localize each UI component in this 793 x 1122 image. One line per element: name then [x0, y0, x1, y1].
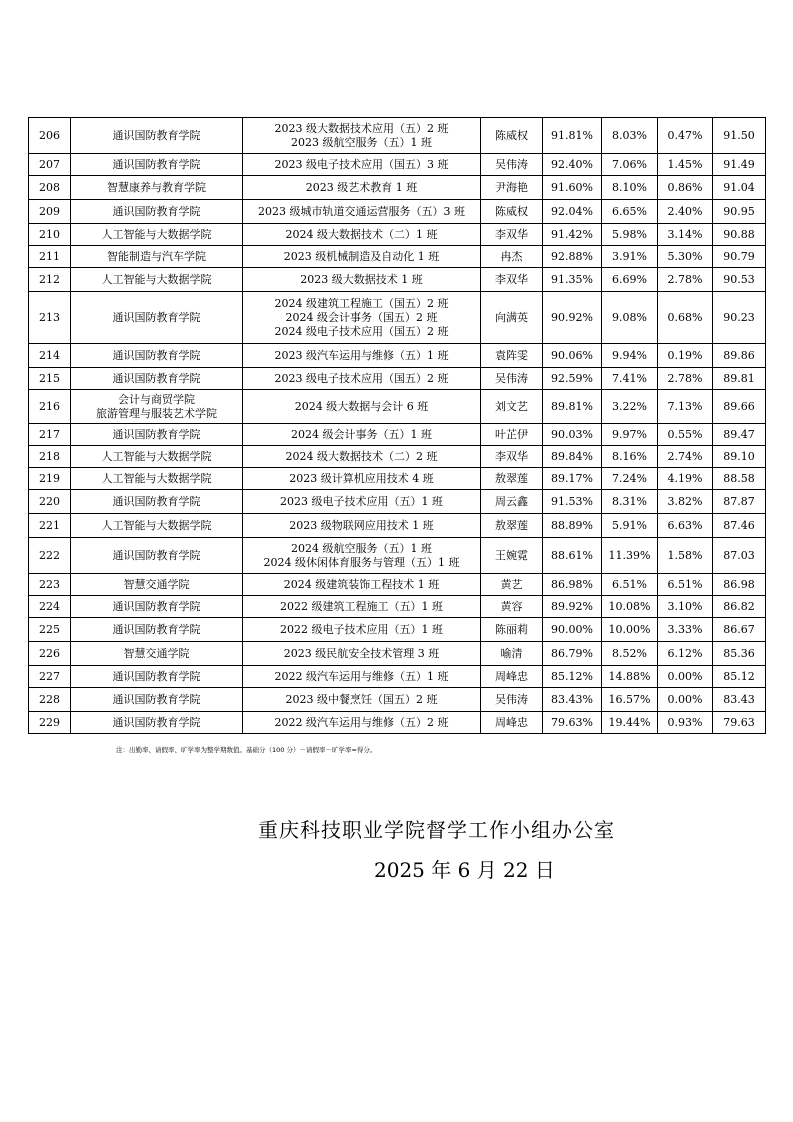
attendance-rate-cell: 89.92% — [543, 596, 602, 618]
teacher-name-cell: 陈威权 — [481, 200, 543, 224]
class-name: 2023 级机械制造及自动化 1 班 — [283, 249, 440, 263]
leave-rate-cell: 8.16% — [602, 446, 658, 468]
leave-rate-cell: 3.22% — [602, 390, 658, 424]
college-name-cell — [71, 118, 243, 154]
class-name-cell — [243, 490, 481, 514]
absence-rate-cell: 1.58% — [658, 538, 713, 574]
college-name: 通识国防教育学院 — [112, 715, 201, 729]
table-row — [29, 118, 766, 154]
score-cell: 85.36 — [713, 642, 766, 666]
class-name-cell — [243, 176, 481, 200]
college-name: 会计与商贸学院 — [118, 392, 195, 406]
absence-rate-cell: 0.86% — [658, 176, 713, 200]
college-name-cell — [71, 712, 243, 734]
attendance-rate-cell: 89.81% — [543, 390, 602, 424]
class-name-cell — [243, 246, 481, 268]
class-name-cell — [243, 666, 481, 688]
leave-rate-cell: 16.57% — [602, 688, 658, 712]
teacher-name-cell: 吴伟涛 — [481, 368, 543, 390]
college-name: 人工智能与大数据学院 — [101, 471, 212, 485]
attendance-rate-cell: 91.81% — [543, 118, 602, 154]
college-name: 智慧康养与教育学院 — [107, 180, 206, 194]
college-name-cell — [71, 468, 243, 490]
teacher-name-cell: 陈威权 — [481, 118, 543, 154]
leave-rate-cell: 9.97% — [602, 424, 658, 446]
college-name-cell — [71, 390, 243, 424]
absence-rate-cell: 3.10% — [658, 596, 713, 618]
score-cell: 86.67 — [713, 618, 766, 642]
class-name-cell — [243, 224, 481, 246]
teacher-name-cell: 冉杰 — [481, 246, 543, 268]
row-number-cell: 218 — [29, 446, 71, 468]
row-number-cell: 229 — [29, 712, 71, 734]
absence-rate-cell: 0.68% — [658, 292, 713, 344]
score-cell: 90.79 — [713, 246, 766, 268]
table-row — [29, 514, 766, 538]
college-name-cell — [71, 666, 243, 688]
leave-rate-cell: 14.88% — [602, 666, 658, 688]
table-row — [29, 268, 766, 292]
class-name-cell — [243, 344, 481, 368]
score-cell: 89.47 — [713, 424, 766, 446]
teacher-name-cell: 李双华 — [481, 446, 543, 468]
teacher-name-cell: 周云鑫 — [481, 490, 543, 514]
row-number-cell: 209 — [29, 200, 71, 224]
attendance-rate-cell: 92.04% — [543, 200, 602, 224]
score-cell: 83.43 — [713, 688, 766, 712]
leave-rate-cell: 7.41% — [602, 368, 658, 390]
attendance-rate-cell: 86.98% — [543, 574, 602, 596]
college-name: 通识国防教育学院 — [112, 204, 201, 218]
teacher-name-cell: 黄容 — [481, 596, 543, 618]
score-cell: 88.58 — [713, 468, 766, 490]
table-row — [29, 642, 766, 666]
table-row — [29, 200, 766, 224]
class-name: 2024 级休闲体育服务与管理（五）1 班 — [263, 555, 460, 569]
absence-rate-cell: 6.12% — [658, 642, 713, 666]
college-name: 智慧交通学院 — [123, 646, 190, 660]
teacher-name-cell: 黄艺 — [481, 574, 543, 596]
attendance-rate-cell: 86.79% — [543, 642, 602, 666]
score-cell: 79.63 — [713, 712, 766, 734]
teacher-name-cell: 喻清 — [481, 642, 543, 666]
table-row — [29, 538, 766, 574]
table-row — [29, 446, 766, 468]
class-name: 2024 级大数据与会计 6 班 — [294, 399, 429, 413]
teacher-name-cell: 李双华 — [481, 224, 543, 246]
college-name: 通识国防教育学院 — [112, 692, 201, 706]
absence-rate-cell: 2.40% — [658, 200, 713, 224]
college-name-cell — [71, 176, 243, 200]
score-cell: 86.98 — [713, 574, 766, 596]
row-number-cell: 213 — [29, 292, 71, 344]
class-name-cell — [243, 446, 481, 468]
row-number-cell: 206 — [29, 118, 71, 154]
teacher-name-cell: 周峰忠 — [481, 666, 543, 688]
score-cell: 91.04 — [713, 176, 766, 200]
row-number-cell: 208 — [29, 176, 71, 200]
score-cell: 87.03 — [713, 538, 766, 574]
table-row — [29, 712, 766, 734]
row-number-cell: 211 — [29, 246, 71, 268]
college-name: 通识国防教育学院 — [112, 157, 201, 171]
college-name-cell — [71, 688, 243, 712]
row-number-cell: 223 — [29, 574, 71, 596]
class-name: 2023 级电子技术应用（国五）3 班 — [274, 157, 449, 171]
teacher-name-cell: 叶芷伊 — [481, 424, 543, 446]
score-cell: 90.95 — [713, 200, 766, 224]
college-name: 智慧交通学院 — [123, 577, 190, 591]
absence-rate-cell: 6.51% — [658, 574, 713, 596]
class-name: 2022 级建筑工程施工（五）1 班 — [280, 599, 443, 613]
absence-rate-cell: 0.19% — [658, 344, 713, 368]
teacher-name-cell: 敖翠莲 — [481, 514, 543, 538]
class-name: 2023 级电子技术应用（国五）2 班 — [274, 371, 449, 385]
college-name: 人工智能与大数据学院 — [101, 518, 212, 532]
table-row — [29, 618, 766, 642]
row-number-cell: 226 — [29, 642, 71, 666]
row-number-cell: 220 — [29, 490, 71, 514]
row-number-cell: 210 — [29, 224, 71, 246]
class-name-cell — [243, 688, 481, 712]
teacher-name-cell: 李双华 — [481, 268, 543, 292]
class-name: 2023 级大数据技术 1 班 — [300, 272, 423, 286]
class-name-cell — [243, 424, 481, 446]
row-number-cell: 227 — [29, 666, 71, 688]
class-name-cell — [243, 538, 481, 574]
score-cell: 87.46 — [713, 514, 766, 538]
score-cell: 91.50 — [713, 118, 766, 154]
class-name: 2024 级会计事务（五）1 班 — [291, 427, 432, 441]
absence-rate-cell: 4.19% — [658, 468, 713, 490]
leave-rate-cell: 6.65% — [602, 200, 658, 224]
attendance-rate-cell: 88.61% — [543, 538, 602, 574]
college-name: 通识国防教育学院 — [112, 310, 201, 324]
leave-rate-cell: 3.91% — [602, 246, 658, 268]
leave-rate-cell: 8.03% — [602, 118, 658, 154]
college-name: 通识国防教育学院 — [112, 494, 201, 508]
class-name: 2024 级建筑工程施工（国五）2 班 — [274, 296, 449, 310]
class-name: 2023 级物联网应用技术 1 班 — [289, 518, 434, 532]
table-row — [29, 666, 766, 688]
absence-rate-cell: 2.78% — [658, 268, 713, 292]
class-name-cell — [243, 596, 481, 618]
attendance-rate-cell: 91.35% — [543, 268, 602, 292]
score-cell: 86.82 — [713, 596, 766, 618]
class-name-cell — [243, 268, 481, 292]
absence-rate-cell: 3.82% — [658, 490, 713, 514]
teacher-name-cell: 吴伟涛 — [481, 688, 543, 712]
leave-rate-cell: 9.94% — [602, 344, 658, 368]
attendance-rate-cell: 90.06% — [543, 344, 602, 368]
score-cell: 90.23 — [713, 292, 766, 344]
attendance-rate-cell: 92.88% — [543, 246, 602, 268]
college-name: 通识国防教育学院 — [112, 348, 201, 362]
issuing-office: 重庆科技职业学院督学工作小组办公室 — [258, 818, 615, 842]
college-name-cell — [71, 344, 243, 368]
class-name-cell — [243, 292, 481, 344]
table-row — [29, 390, 766, 424]
attendance-rate-cell: 90.92% — [543, 292, 602, 344]
score-cell: 89.10 — [713, 446, 766, 468]
attendance-rate-cell: 92.40% — [543, 154, 602, 176]
attendance-rate-cell: 79.63% — [543, 712, 602, 734]
class-name: 2024 级会计事务（国五）2 班 — [285, 310, 438, 324]
leave-rate-cell: 6.69% — [602, 268, 658, 292]
college-name: 通识国防教育学院 — [112, 371, 201, 385]
absence-rate-cell: 0.47% — [658, 118, 713, 154]
class-name-cell — [243, 390, 481, 424]
absence-rate-cell: 1.45% — [658, 154, 713, 176]
leave-rate-cell: 8.10% — [602, 176, 658, 200]
score-cell: 87.87 — [713, 490, 766, 514]
leave-rate-cell: 10.00% — [602, 618, 658, 642]
class-name-cell — [243, 642, 481, 666]
college-name: 通识国防教育学院 — [112, 548, 201, 562]
attendance-rate-cell: 83.43% — [543, 688, 602, 712]
college-name: 人工智能与大数据学院 — [101, 227, 212, 241]
teacher-name-cell: 吴伟涛 — [481, 154, 543, 176]
college-name-cell — [71, 292, 243, 344]
leave-rate-cell: 7.24% — [602, 468, 658, 490]
class-name: 2024 级大数据技术（二）1 班 — [285, 227, 438, 241]
table-row — [29, 224, 766, 246]
attendance-rate-cell: 89.84% — [543, 446, 602, 468]
leave-rate-cell: 10.08% — [602, 596, 658, 618]
absence-rate-cell: 0.93% — [658, 712, 713, 734]
college-name: 人工智能与大数据学院 — [101, 449, 212, 463]
attendance-rate-cell: 91.42% — [543, 224, 602, 246]
class-name: 2022 级电子技术应用（五）1 班 — [280, 622, 443, 636]
teacher-name-cell: 刘文艺 — [481, 390, 543, 424]
college-name: 通识国防教育学院 — [112, 128, 201, 142]
absence-rate-cell: 3.33% — [658, 618, 713, 642]
score-cell: 89.86 — [713, 344, 766, 368]
leave-rate-cell: 8.52% — [602, 642, 658, 666]
absence-rate-cell: 6.63% — [658, 514, 713, 538]
college-name: 通识国防教育学院 — [112, 622, 201, 636]
leave-rate-cell: 11.39% — [602, 538, 658, 574]
score-cell: 90.88 — [713, 224, 766, 246]
class-name: 2023 级中餐烹饪（国五）2 班 — [285, 692, 438, 706]
college-name-cell — [71, 618, 243, 642]
class-name: 2022 级汽车运用与维修（五）2 班 — [274, 715, 449, 729]
college-name-cell — [71, 224, 243, 246]
college-name-cell — [71, 490, 243, 514]
absence-rate-cell: 2.74% — [658, 446, 713, 468]
college-name: 旅游管理与服装艺术学院 — [96, 406, 217, 420]
college-name-cell — [71, 268, 243, 292]
teacher-name-cell: 陈丽莉 — [481, 618, 543, 642]
table-row — [29, 292, 766, 344]
teacher-name-cell: 周峰忠 — [481, 712, 543, 734]
college-name-cell — [71, 446, 243, 468]
class-name: 2023 级航空服务（五）1 班 — [291, 135, 432, 149]
college-name-cell — [71, 514, 243, 538]
absence-rate-cell: 2.78% — [658, 368, 713, 390]
teacher-name-cell: 向满英 — [481, 292, 543, 344]
score-cell: 90.53 — [713, 268, 766, 292]
class-name: 2023 级艺术教育 1 班 — [305, 180, 418, 194]
college-name-cell — [71, 538, 243, 574]
teacher-name-cell: 敖翠莲 — [481, 468, 543, 490]
leave-rate-cell: 8.31% — [602, 490, 658, 514]
score-cell: 85.12 — [713, 666, 766, 688]
leave-rate-cell: 7.06% — [602, 154, 658, 176]
score-cell: 91.49 — [713, 154, 766, 176]
attendance-table — [28, 117, 766, 734]
table-row — [29, 368, 766, 390]
absence-rate-cell: 7.13% — [658, 390, 713, 424]
absence-rate-cell: 0.55% — [658, 424, 713, 446]
class-name-cell — [243, 200, 481, 224]
college-name: 通识国防教育学院 — [112, 599, 201, 613]
college-name: 人工智能与大数据学院 — [101, 272, 212, 286]
class-name: 2023 级汽车运用与维修（五）1 班 — [274, 348, 449, 362]
table-row — [29, 596, 766, 618]
class-name-cell — [243, 514, 481, 538]
leave-rate-cell: 5.98% — [602, 224, 658, 246]
class-name: 2024 级电子技术应用（国五）2 班 — [274, 324, 449, 338]
table-body — [29, 118, 766, 734]
leave-rate-cell: 9.08% — [602, 292, 658, 344]
row-number-cell: 215 — [29, 368, 71, 390]
leave-rate-cell: 19.44% — [602, 712, 658, 734]
college-name-cell — [71, 200, 243, 224]
absence-rate-cell: 0.00% — [658, 688, 713, 712]
absence-rate-cell: 3.14% — [658, 224, 713, 246]
college-name: 通识国防教育学院 — [112, 669, 201, 683]
row-number-cell: 224 — [29, 596, 71, 618]
table-row — [29, 176, 766, 200]
teacher-name-cell: 尹海艳 — [481, 176, 543, 200]
college-name-cell — [71, 368, 243, 390]
attendance-rate-cell: 92.59% — [543, 368, 602, 390]
row-number-cell: 219 — [29, 468, 71, 490]
college-name-cell — [71, 642, 243, 666]
attendance-rate-cell: 90.00% — [543, 618, 602, 642]
issue-date: 2025 年 6 月 22 日 — [374, 858, 555, 882]
college-name: 通识国防教育学院 — [112, 427, 201, 441]
leave-rate-cell: 5.91% — [602, 514, 658, 538]
class-name-cell — [243, 154, 481, 176]
row-number-cell: 216 — [29, 390, 71, 424]
college-name-cell — [71, 596, 243, 618]
class-name-cell — [243, 118, 481, 154]
row-number-cell: 214 — [29, 344, 71, 368]
row-number-cell: 225 — [29, 618, 71, 642]
class-name-cell — [243, 712, 481, 734]
row-number-cell: 217 — [29, 424, 71, 446]
attendance-rate-cell: 91.53% — [543, 490, 602, 514]
attendance-rate-cell: 91.60% — [543, 176, 602, 200]
score-cell: 89.81 — [713, 368, 766, 390]
row-number-cell: 212 — [29, 268, 71, 292]
attendance-rate-cell: 88.89% — [543, 514, 602, 538]
row-number-cell: 221 — [29, 514, 71, 538]
teacher-name-cell: 王婉霓 — [481, 538, 543, 574]
table-row — [29, 490, 766, 514]
row-number-cell: 222 — [29, 538, 71, 574]
class-name: 2024 级航空服务（五）1 班 — [291, 541, 432, 555]
leave-rate-cell: 6.51% — [602, 574, 658, 596]
class-name: 2023 级民航安全技术管理 3 班 — [283, 646, 440, 660]
table-row — [29, 424, 766, 446]
table-footnote: 注：出勤率、请假率、旷学率为整学期数值。基础分（100 分）－请假率－旷学率=得分。 — [116, 746, 377, 754]
class-name: 2023 级大数据技术应用（五）2 班 — [274, 121, 449, 135]
college-name-cell — [71, 154, 243, 176]
attendance-rate-cell: 85.12% — [543, 666, 602, 688]
table-row — [29, 154, 766, 176]
absence-rate-cell: 0.00% — [658, 666, 713, 688]
class-name: 2024 级大数据技术（二）2 班 — [285, 449, 438, 463]
attendance-rate-cell: 89.17% — [543, 468, 602, 490]
class-name: 2023 级城市轨道交通运营服务（五）3 班 — [258, 204, 465, 218]
class-name: 2024 级建筑装饰工程技术 1 班 — [283, 577, 440, 591]
class-name-cell — [243, 468, 481, 490]
table-row — [29, 468, 766, 490]
table-row — [29, 688, 766, 712]
class-name: 2023 级计算机应用技术 4 班 — [289, 471, 434, 485]
score-cell: 89.66 — [713, 390, 766, 424]
college-name-cell — [71, 424, 243, 446]
attendance-rate-cell: 90.03% — [543, 424, 602, 446]
table-row — [29, 246, 766, 268]
class-name-cell — [243, 368, 481, 390]
teacher-name-cell: 袁阵雯 — [481, 344, 543, 368]
class-name: 2022 级汽车运用与维修（五）1 班 — [274, 669, 449, 683]
row-number-cell: 228 — [29, 688, 71, 712]
class-name: 2023 级电子技术应用（五）1 班 — [280, 494, 443, 508]
college-name-cell — [71, 246, 243, 268]
class-name-cell — [243, 618, 481, 642]
college-name: 智能制造与汽车学院 — [107, 249, 206, 263]
row-number-cell: 207 — [29, 154, 71, 176]
table-row — [29, 344, 766, 368]
class-name-cell — [243, 574, 481, 596]
absence-rate-cell: 5.30% — [658, 246, 713, 268]
table-row — [29, 574, 766, 596]
college-name-cell — [71, 574, 243, 596]
